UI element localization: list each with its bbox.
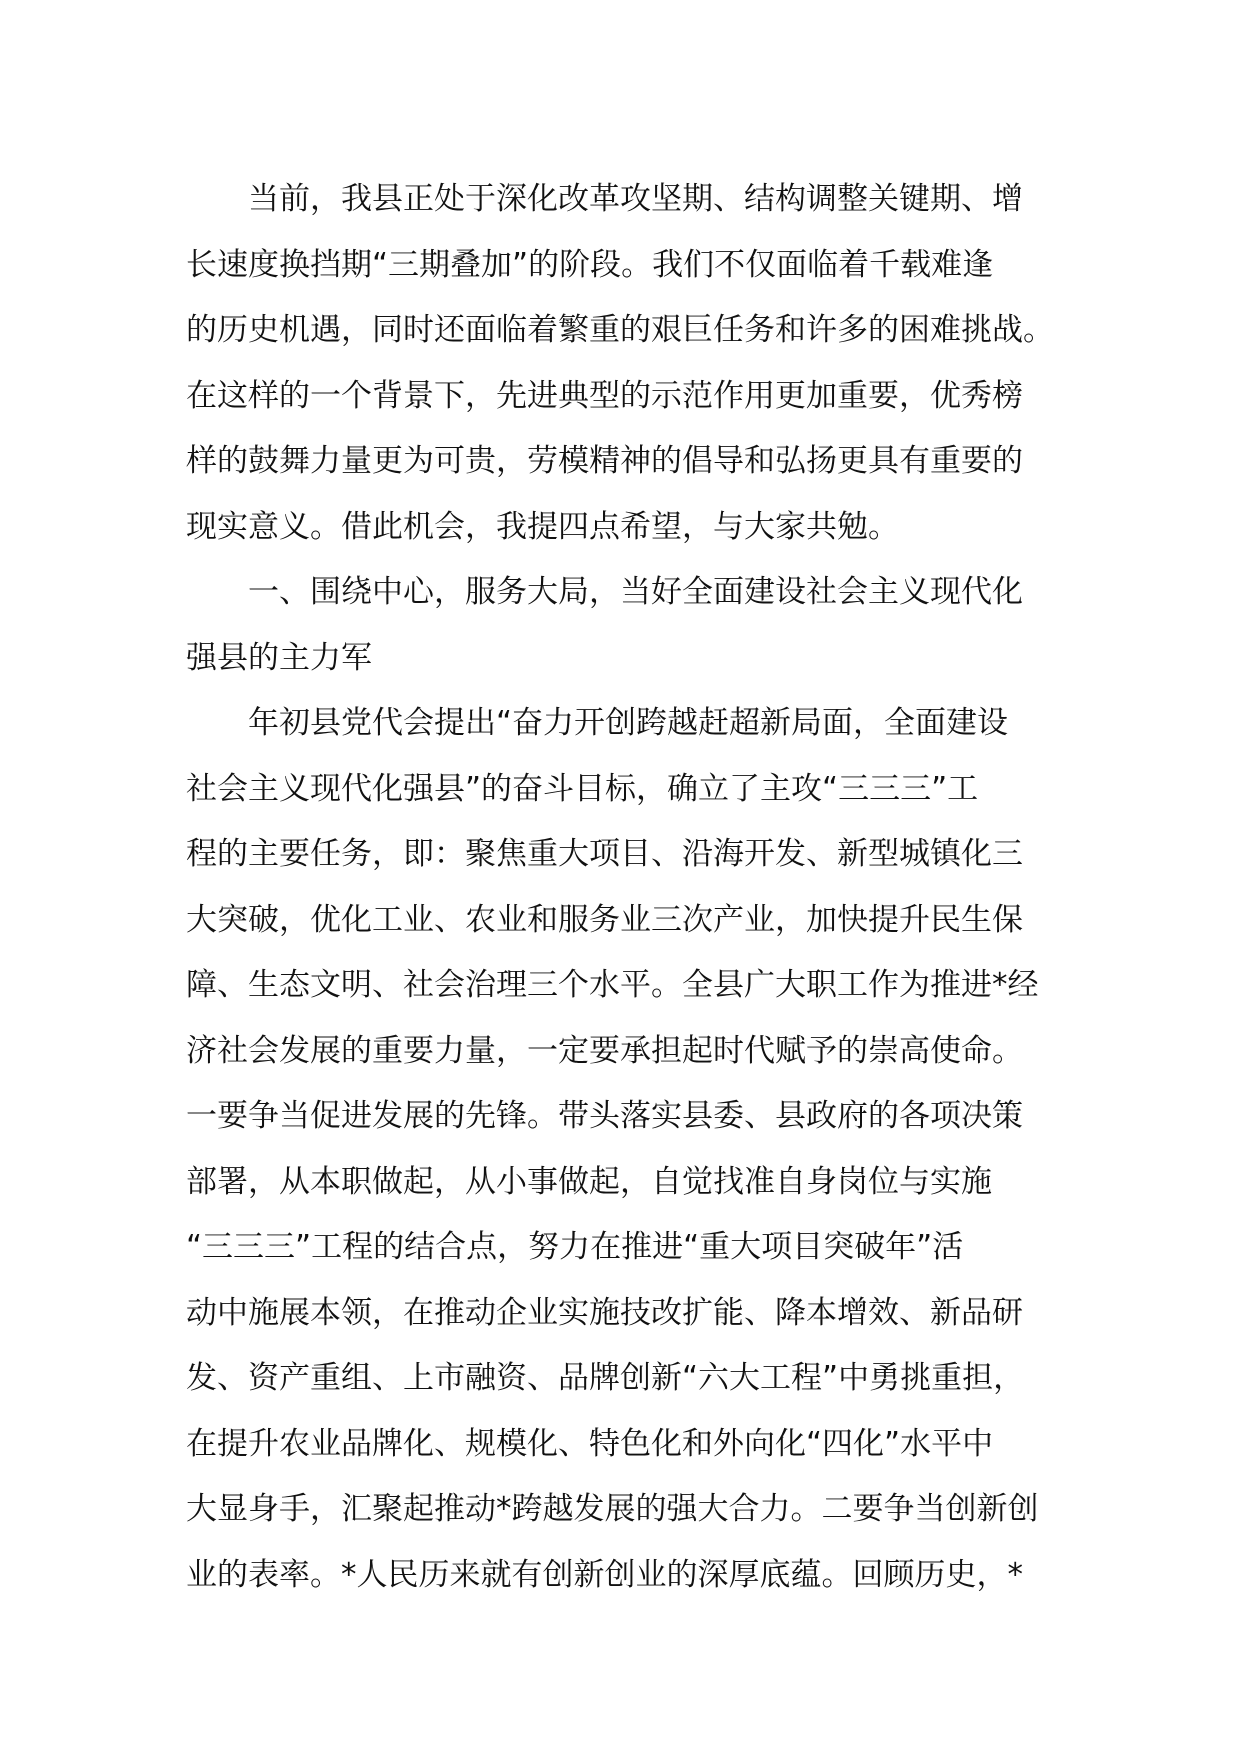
text-line: 大显身手，汇聚起推动*跨越发展的强大合力。二要争当创新创	[186, 1491, 1039, 1527]
text-line: 的历史机遇，同时还面临着繁重的艰巨任务和许多的困难挑战。	[186, 312, 1054, 348]
text-line: 障、生态文明、社会治理三个水平。全县广大职工作为推进*经	[186, 967, 1039, 1003]
text-line: 业的表率。*人民历来就有创新创业的深厚底蕴。回顾历史，*	[186, 1556, 1023, 1593]
text-line: 济社会发展的重要力量，一定要承担起时代赋予的崇高使命。	[186, 1032, 1023, 1069]
text-line: 社会主义现代化强县”的奋斗目标，确立了主攻“三三三”工	[186, 770, 979, 807]
text-line: 年初县党代会提出“奋力开创跨越赶超新局面，全面建设	[186, 705, 1009, 741]
body-text	[186, 167, 1066, 1608]
text-line: 动中施展本领，在推动企业实施技改扩能、降本增效、新品研	[186, 1294, 1023, 1331]
text-line: 大突破，优化工业、农业和服务业三次产业，加快提升民生保	[186, 901, 1023, 938]
text-line: 长速度换挡期“三期叠加”的阶段。我们不仅面临着千载难逢	[186, 246, 994, 283]
text-line: 发、资产重组、上市融资、品牌创新“六大工程”中勇挑重担，	[186, 1360, 1025, 1396]
text-line: “三三三”工程的结合点，努力在推进“重大项目突破年”活	[186, 1229, 964, 1265]
text-line: 程的主要任务，即：聚焦重大项目、沿海开发、新型城镇化三	[186, 836, 1023, 872]
text-line: 当前，我县正处于深化改革攻坚期、结构调整关键期、增	[186, 181, 1023, 217]
text-line: 在提升农业品牌化、规模化、特色化和外向化“四化”水平中	[186, 1425, 994, 1462]
text-line: 强县的主力军	[186, 639, 372, 676]
text-line: 部署，从本职做起，从小事做起，自觉找准自身岗位与实施	[186, 1163, 992, 1200]
text-line: 一要争当促进发展的先锋。带头落实县委、县政府的各项决策	[186, 1098, 1023, 1134]
text-line: 现实意义。借此机会，我提四点希望，与大家共勉。	[186, 508, 899, 545]
text-line: 一、围绕中心，服务大局，当好全面建设社会主义现代化	[186, 574, 1023, 610]
text-line: 样的鼓舞力量更为可贵，劳模精神的倡导和弘扬更具有重要的	[186, 443, 1023, 479]
text-line: 在这样的一个背景下，先进典型的示范作用更加重要，优秀榜	[186, 377, 1023, 414]
